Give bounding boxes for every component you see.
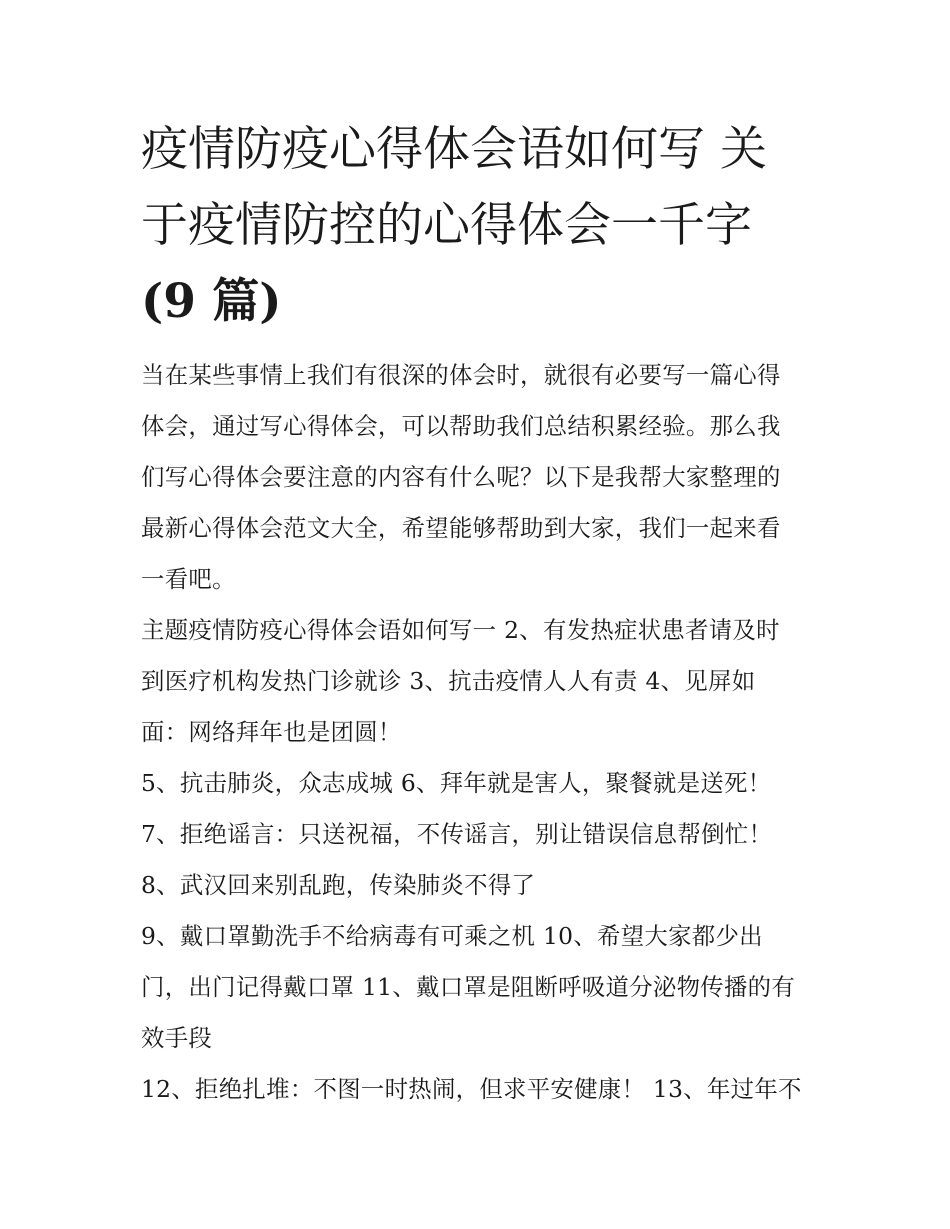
paragraph [141,1064,813,1115]
text-line: 一看吧。 [141,565,236,593]
text-line: 7、拒绝谣言：只送祝福，不传谣言，别让错误信息帮倒忙！ [141,820,773,848]
text-line: 门，出门记得戴口罩 11、戴口罩是阻断呼吸道分泌物传播的有 [141,973,796,1001]
document-body [141,350,813,1115]
title-line: 疫情防疫心得体会语如何写 关 [141,122,767,177]
paragraph [141,758,813,809]
document-title [141,112,813,340]
text-line: 9、戴口罩勤洗手不给病毒有可乘之机 10、希望大家都少出 [141,922,763,950]
title-line: (9 篇) [141,274,282,329]
text-line: 最新心得体会范文大全，希望能够帮助到大家，我们一起来看 [141,514,781,542]
paragraph [141,911,813,1064]
title-line: 于疫情防控的心得体会一千字 [141,198,752,253]
text-line: 效手段 [141,1024,213,1052]
text-line: 当在某些事情上我们有很深的体会时，就很有必要写一篇心得 [141,361,781,389]
text-line: 们写心得体会要注意的内容有什么呢？以下是我帮大家整理的 [141,463,781,491]
document-page [141,112,813,1115]
paragraph [141,860,813,911]
text-line: 8、武汉回来别乱跑，传染肺炎不得了 [141,871,536,899]
text-line: 5、抗击肺炎，众志成城 6、拜年就是害人，聚餐就是送死！ [141,769,772,797]
paragraph [141,350,813,605]
text-line: 面：网络拜年也是团圆！ [141,718,402,746]
text-line: 到医疗机构发热门诊就诊 3、抗击疫情人人有责 4、见屏如 [141,667,756,695]
paragraph [141,605,813,758]
text-line: 体会，通过写心得体会，可以帮助我们总结积累经验。那么我 [141,412,781,440]
paragraph [141,809,813,860]
text-line: 主题疫情防疫心得体会语如何写一 2、有发热症状患者请及时 [141,616,780,644]
text-line: 12、拒绝扎堆：不图一时热闹，但求平安健康！ 13、年过年不 [141,1075,802,1103]
